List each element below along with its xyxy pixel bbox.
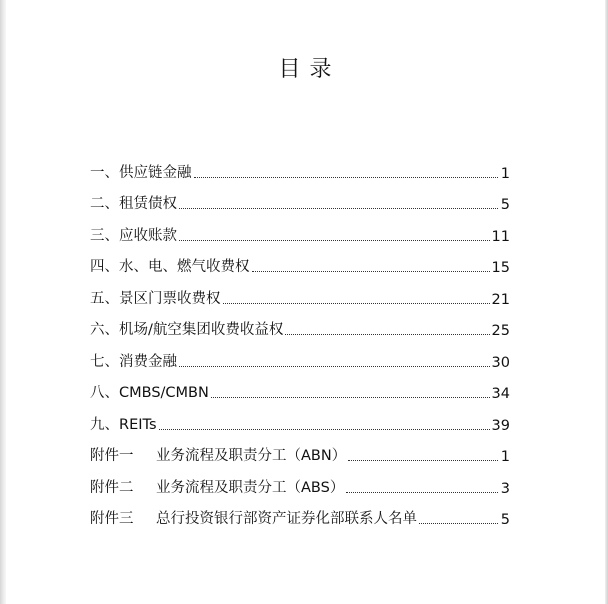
dot-leader bbox=[348, 459, 498, 461]
dot-leader bbox=[419, 522, 498, 524]
toc-entry-page: 1 bbox=[500, 449, 510, 465]
toc-entry-page: 1 bbox=[500, 165, 510, 182]
toc-entry-appendix-2[interactable] bbox=[90, 465, 510, 497]
toc-entry-page: 11 bbox=[491, 228, 510, 245]
toc-entry-6[interactable] bbox=[90, 308, 510, 340]
toc-entry-8[interactable] bbox=[90, 371, 510, 403]
dot-leader bbox=[194, 176, 499, 178]
toc-entry-appendix-1[interactable] bbox=[90, 434, 510, 466]
dot-leader bbox=[179, 207, 498, 209]
toc-entry-page: 39 bbox=[491, 417, 510, 434]
dot-leader bbox=[346, 491, 498, 493]
toc-entry-label: 一、供应链金融 bbox=[90, 164, 192, 181]
appendix-prefix: 附件二 bbox=[90, 479, 134, 496]
dot-leader bbox=[211, 396, 490, 398]
toc-entry-label: 二、租赁债权 bbox=[90, 196, 177, 212]
toc-entry-page: 30 bbox=[491, 354, 510, 371]
dot-leader bbox=[179, 239, 490, 241]
toc-entry-2[interactable] bbox=[90, 182, 510, 214]
dot-leader bbox=[285, 333, 489, 335]
dot-leader bbox=[179, 365, 490, 367]
toc-entry-label: 四、水、电、燃气收费权 bbox=[90, 259, 250, 275]
toc-entry-label: 六、机场/航空集团收费收益权 bbox=[90, 322, 284, 338]
toc-entry-page: 15 bbox=[491, 260, 510, 276]
toc-entry-label-group bbox=[90, 444, 346, 465]
toc-entry-page: 5 bbox=[500, 512, 510, 528]
toc-entry-page: 5 bbox=[500, 197, 510, 213]
toc-entry-label: 三、应收账款 bbox=[90, 227, 177, 244]
toc-entry-label: 业务流程及职责分工（ABN） bbox=[156, 448, 347, 464]
table-of-contents bbox=[90, 150, 510, 528]
toc-entry-4[interactable] bbox=[90, 245, 510, 277]
toc-entry-label-group bbox=[90, 507, 417, 528]
toc-entry-3[interactable] bbox=[90, 213, 510, 245]
toc-entry-page: 25 bbox=[491, 323, 510, 339]
toc-entry-page: 21 bbox=[491, 291, 510, 308]
toc-entry-page: 3 bbox=[500, 480, 510, 497]
toc-entry-label-group bbox=[90, 476, 344, 497]
toc-entry-appendix-3[interactable] bbox=[90, 497, 510, 529]
toc-entry-9[interactable] bbox=[90, 402, 510, 434]
appendix-prefix: 附件三 bbox=[90, 511, 134, 527]
toc-entry-label: 七、消费金融 bbox=[90, 353, 177, 370]
toc-entry-page: 34 bbox=[491, 386, 510, 402]
appendix-prefix: 附件一 bbox=[90, 448, 134, 464]
toc-entry-7[interactable] bbox=[90, 339, 510, 371]
toc-entry-label: 九、REITs bbox=[90, 416, 157, 433]
toc-entry-1[interactable] bbox=[90, 150, 510, 182]
toc-entry-label: 总行投资银行部资产证券化部联系人名单 bbox=[156, 511, 417, 527]
dot-leader bbox=[159, 428, 490, 430]
dot-leader bbox=[223, 302, 490, 304]
toc-entry-label: 业务流程及职责分工（ABS） bbox=[156, 479, 345, 496]
dot-leader bbox=[252, 270, 490, 272]
toc-entry-label: 五、景区门票收费权 bbox=[90, 290, 221, 307]
document-page bbox=[6, 0, 605, 604]
toc-entry-label: 八、CMBS/CMBN bbox=[90, 385, 209, 401]
toc-entry-5[interactable] bbox=[90, 276, 510, 308]
page-title: 目 录 bbox=[278, 57, 333, 82]
